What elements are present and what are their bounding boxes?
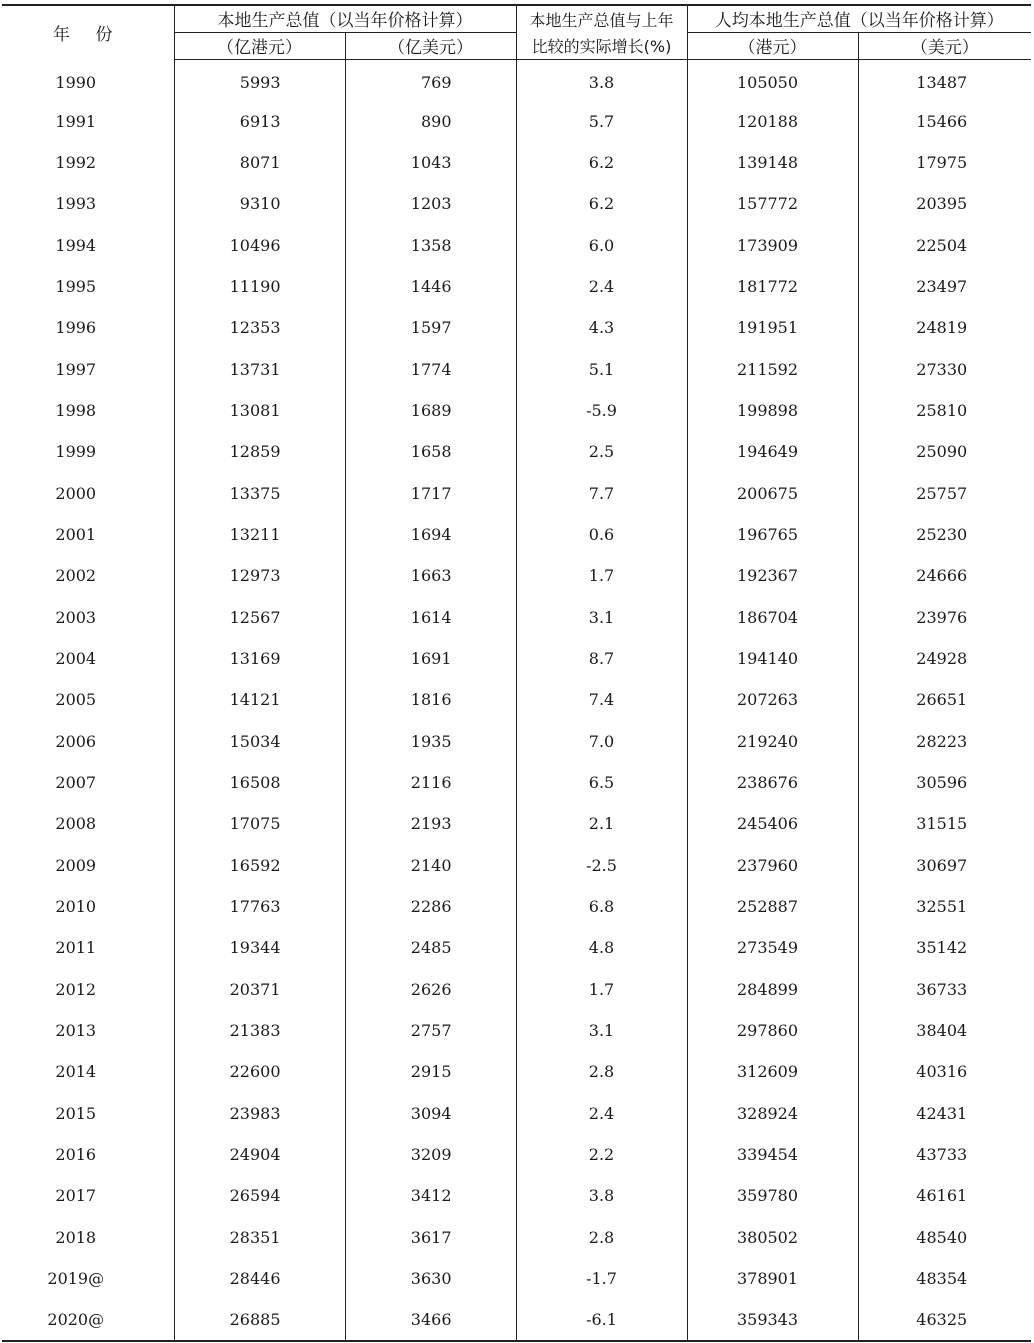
gdp-hkd-cell: 12859	[174, 431, 345, 472]
per-capita-hkd-cell: 120188	[687, 100, 858, 141]
table-row	[2, 142, 1031, 183]
gdp-usd-cell: 2626	[345, 969, 516, 1010]
gdp-usd-cell: 1597	[345, 307, 516, 348]
table-row	[2, 927, 1031, 968]
per-capita-usd-cell: 13487	[916, 73, 968, 93]
gdp-hkd-unit-header: （亿港元）	[174, 32, 345, 59]
gdp-hkd-cell: 6913	[174, 100, 345, 141]
table-row	[2, 1134, 1031, 1175]
table-row	[2, 472, 1031, 513]
growth-rate-cell: 6.2	[516, 142, 687, 183]
gdp-hkd-cell: 12973	[174, 555, 345, 596]
per-capita-usd-cell: 32551	[916, 897, 968, 917]
gdp-hkd-cell: 13375	[174, 472, 345, 513]
growth-rate-cell: 3.1	[516, 596, 687, 637]
year-cell: 1996	[2, 307, 174, 348]
per-capita-usd-cell: 36733	[916, 979, 968, 999]
per-capita-usd-cell: 46161	[916, 1186, 968, 1206]
gdp-hkd-cell: 16508	[174, 762, 345, 803]
per-capita-hkd-cell: 173909	[687, 224, 858, 265]
growth-rate-cell: -1.7	[516, 1258, 687, 1299]
gdp-usd-cell: 1717	[345, 472, 516, 513]
table-row	[2, 224, 1031, 265]
per-capita-usd-cell: 35142	[916, 938, 968, 958]
table-header	[2, 5, 1031, 59]
table-row	[2, 431, 1031, 472]
table-row	[2, 1051, 1031, 1092]
growth-rate-cell: 1.7	[516, 555, 687, 596]
per-capita-hkd-cell: 194140	[687, 638, 858, 679]
growth-rate-cell: 4.8	[516, 927, 687, 968]
per-capita-hkd-cell: 359343	[687, 1299, 858, 1340]
gdp-hkd-cell: 22600	[174, 1051, 345, 1092]
growth-rate-cell: 6.0	[516, 224, 687, 265]
growth-rate-cell: 2.8	[516, 1217, 687, 1258]
year-cell: 1997	[2, 348, 174, 389]
per-capita-usd-cell: 31515	[916, 814, 968, 834]
gdp-usd-cell: 1203	[345, 183, 516, 224]
table-row	[2, 390, 1031, 431]
table-row	[2, 596, 1031, 637]
gdp-hkd-cell: 28351	[174, 1217, 345, 1258]
gdp-hkd-cell: 23983	[174, 1093, 345, 1134]
table-row	[2, 59, 1031, 100]
per-capita-usd-cell: 15466	[916, 111, 968, 131]
table-body	[2, 59, 1031, 1341]
per-capita-hkd-cell: 196765	[687, 514, 858, 555]
per-capita-group-header: 人均本地生产总值（以当年价格计算）	[687, 5, 1031, 32]
gdp-usd-cell: 1935	[345, 721, 516, 762]
gdp-usd-cell: 3466	[345, 1299, 516, 1340]
gdp-hkd-cell: 19344	[174, 927, 345, 968]
gdp-usd-cell: 1816	[345, 679, 516, 720]
per-capita-hkd-cell: 157772	[687, 183, 858, 224]
per-capita-hkd-cell: 181772	[687, 266, 858, 307]
table-row	[2, 762, 1031, 803]
per-capita-hkd-cell: 192367	[687, 555, 858, 596]
year-cell: 1994	[2, 224, 174, 265]
table-row	[2, 1175, 1031, 1216]
table-row	[2, 845, 1031, 886]
per-capita-hkd-cell: 199898	[687, 390, 858, 431]
growth-rate-cell: 2.1	[516, 803, 687, 844]
gdp-usd-cell: 890	[345, 100, 516, 141]
growth-rate-cell: 5.7	[516, 100, 687, 141]
gdp-hkd-cell: 8071	[174, 142, 345, 183]
growth-rate-cell: -5.9	[516, 390, 687, 431]
per-capita-hkd-cell: 312609	[687, 1051, 858, 1092]
year-cell: 2013	[2, 1010, 174, 1051]
year-cell: 1991	[2, 100, 174, 141]
year-cell: 2001	[2, 514, 174, 555]
per-capita-usd-cell: 23976	[916, 607, 968, 627]
gdp-hkd-cell: 26594	[174, 1175, 345, 1216]
table-row	[2, 1010, 1031, 1051]
per-capita-usd-cell: 23497	[916, 276, 968, 296]
per-capita-usd-cell: 30697	[916, 855, 968, 875]
per-capita-hkd-cell: 186704	[687, 596, 858, 637]
gdp-hkd-cell: 12353	[174, 307, 345, 348]
growth-rate-cell: 2.5	[516, 431, 687, 472]
year-cell: 1993	[2, 183, 174, 224]
gdp-usd-cell: 1663	[345, 555, 516, 596]
per-capita-hkd-cell: 194649	[687, 431, 858, 472]
per-capita-usd-cell: 48540	[916, 1227, 968, 1247]
growth-rate-cell: 2.4	[516, 266, 687, 307]
gdp-usd-cell: 3094	[345, 1093, 516, 1134]
table-row	[2, 266, 1031, 307]
gdp-usd-cell: 3209	[345, 1134, 516, 1175]
growth-rate-cell: -6.1	[516, 1299, 687, 1340]
per-capita-hkd-cell: 245406	[687, 803, 858, 844]
year-cell: 2002	[2, 555, 174, 596]
growth-rate-cell: 2.8	[516, 1051, 687, 1092]
per-capita-hkd-cell: 284899	[687, 969, 858, 1010]
gdp-hkd-cell: 12567	[174, 596, 345, 637]
per-capita-hkd-cell: 380502	[687, 1217, 858, 1258]
growth-rate-cell: 0.6	[516, 514, 687, 555]
gdp-hkd-cell: 20371	[174, 969, 345, 1010]
per-capita-hkd-cell: 378901	[687, 1258, 858, 1299]
gdp-usd-cell: 2286	[345, 886, 516, 927]
year-cell: 2009	[2, 845, 174, 886]
per-capita-usd-cell: 25090	[916, 442, 968, 462]
year-cell: 2019@	[2, 1258, 174, 1299]
per-capita-hkd-cell: 191951	[687, 307, 858, 348]
gdp-hkd-cell: 13731	[174, 348, 345, 389]
per-capita-usd-cell: 48354	[916, 1269, 968, 1289]
table-row	[2, 969, 1031, 1010]
table-row	[2, 886, 1031, 927]
gdp-usd-cell: 3617	[345, 1217, 516, 1258]
gdp-hkd-cell: 11190	[174, 266, 345, 307]
gdp-usd-cell: 2140	[345, 845, 516, 886]
year-cell: 2012	[2, 969, 174, 1010]
per-capita-usd-cell: 30596	[916, 773, 968, 793]
growth-header-line1: 本地生产总值与上年	[516, 5, 687, 32]
gdp-usd-cell: 1614	[345, 596, 516, 637]
growth-rate-cell: 3.8	[516, 1175, 687, 1216]
table-row	[2, 1258, 1031, 1299]
year-cell: 2008	[2, 803, 174, 844]
per-capita-usd-unit-header: （美元）	[858, 32, 1031, 59]
growth-rate-cell: 8.7	[516, 638, 687, 679]
per-capita-hkd-cell: 238676	[687, 762, 858, 803]
table-row	[2, 100, 1031, 141]
year-cell: 2010	[2, 886, 174, 927]
gdp-hkd-cell: 5993	[174, 59, 345, 100]
table-row	[2, 1299, 1031, 1340]
per-capita-usd-cell: 40316	[916, 1062, 968, 1082]
year-cell: 1998	[2, 390, 174, 431]
growth-rate-cell: 1.7	[516, 969, 687, 1010]
gdp-usd-cell: 1694	[345, 514, 516, 555]
gdp-hkd-cell: 21383	[174, 1010, 345, 1051]
per-capita-hkd-cell: 237960	[687, 845, 858, 886]
year-cell: 2015	[2, 1093, 174, 1134]
growth-rate-cell: 3.8	[516, 59, 687, 100]
per-capita-usd-cell: 25230	[916, 524, 968, 544]
gdp-hkd-cell: 9310	[174, 183, 345, 224]
gdp-usd-cell: 1446	[345, 266, 516, 307]
growth-rate-cell: 7.0	[516, 721, 687, 762]
gdp-usd-cell: 2915	[345, 1051, 516, 1092]
table-row	[2, 307, 1031, 348]
per-capita-usd-cell: 22504	[916, 235, 968, 255]
per-capita-hkd-cell: 211592	[687, 348, 858, 389]
per-capita-usd-cell: 27330	[916, 359, 968, 379]
year-cell: 2014	[2, 1051, 174, 1092]
table-row	[2, 514, 1031, 555]
year-cell: 1990	[2, 59, 174, 100]
gdp-usd-cell: 1658	[345, 431, 516, 472]
table-row	[2, 555, 1031, 596]
growth-rate-cell: 6.8	[516, 886, 687, 927]
per-capita-usd-cell: 17975	[916, 152, 968, 172]
gdp-hkd-cell: 24904	[174, 1134, 345, 1175]
per-capita-usd-cell: 38404	[916, 1021, 968, 1041]
gdp-usd-unit-header: （亿美元）	[345, 32, 516, 59]
gdp-hkd-cell: 16592	[174, 845, 345, 886]
table-row	[2, 1093, 1031, 1134]
per-capita-usd-cell: 25810	[916, 400, 968, 420]
gdp-hkd-cell: 13081	[174, 390, 345, 431]
table-row	[2, 803, 1031, 844]
per-capita-usd-cell: 28223	[916, 731, 968, 751]
gdp-hkd-cell: 26885	[174, 1299, 345, 1340]
gdp-hkd-cell: 15034	[174, 721, 345, 762]
gdp-usd-cell: 2193	[345, 803, 516, 844]
gdp-hkd-cell: 28446	[174, 1258, 345, 1299]
growth-rate-cell: 7.4	[516, 679, 687, 720]
per-capita-usd-cell: 20395	[916, 194, 968, 214]
year-cell: 2017	[2, 1175, 174, 1216]
growth-rate-cell: 4.3	[516, 307, 687, 348]
growth-header-line2: 比较的实际增长(%)	[516, 32, 687, 59]
growth-rate-cell: 6.2	[516, 183, 687, 224]
growth-rate-cell: -2.5	[516, 845, 687, 886]
gdp-usd-cell: 1043	[345, 142, 516, 183]
year-cell: 2004	[2, 638, 174, 679]
per-capita-usd-cell: 24928	[916, 648, 968, 668]
gdp-usd-cell: 2757	[345, 1010, 516, 1051]
per-capita-hkd-unit-header: （港元）	[687, 32, 858, 59]
year-cell: 2007	[2, 762, 174, 803]
gdp-usd-cell: 2116	[345, 762, 516, 803]
year-cell: 2006	[2, 721, 174, 762]
year-cell: 2018	[2, 1217, 174, 1258]
per-capita-usd-cell: 43733	[916, 1145, 968, 1165]
year-cell: 2000	[2, 472, 174, 513]
per-capita-usd-cell: 24666	[916, 566, 968, 586]
table-row	[2, 183, 1031, 224]
per-capita-hkd-cell: 297860	[687, 1010, 858, 1051]
per-capita-usd-cell: 46325	[858, 1299, 1031, 1340]
gdp-usd-cell: 1691	[345, 638, 516, 679]
year-cell: 2020@	[2, 1299, 174, 1340]
per-capita-hkd-cell: 273549	[687, 927, 858, 968]
gdp-usd-cell: 1689	[345, 390, 516, 431]
gdp-usd-cell: 1774	[345, 348, 516, 389]
growth-rate-cell: 5.1	[516, 348, 687, 389]
gdp-hkd-cell: 13211	[174, 514, 345, 555]
gdp-hkd-cell: 17763	[174, 886, 345, 927]
per-capita-hkd-cell: 200675	[687, 472, 858, 513]
growth-rate-cell: 2.4	[516, 1093, 687, 1134]
per-capita-usd-cell: 42431	[916, 1103, 968, 1123]
year-cell: 2016	[2, 1134, 174, 1175]
gdp-hkd-cell: 10496	[174, 224, 345, 265]
year-cell: 2011	[2, 927, 174, 968]
gdp-group-header: 本地生产总值（以当年价格计算）	[174, 5, 516, 32]
per-capita-usd-cell: 24819	[916, 318, 968, 338]
gdp-usd-cell: 769	[345, 59, 516, 100]
table-row	[2, 348, 1031, 389]
year-cell: 1995	[2, 266, 174, 307]
gdp-hkd-cell: 13169	[174, 638, 345, 679]
table-row	[2, 638, 1031, 679]
growth-rate-cell: 2.2	[516, 1134, 687, 1175]
per-capita-hkd-cell: 219240	[687, 721, 858, 762]
table-row	[2, 679, 1031, 720]
gdp-hkd-cell: 17075	[174, 803, 345, 844]
gdp-hkd-cell: 14121	[174, 679, 345, 720]
year-cell: 2003	[2, 596, 174, 637]
year-cell: 2005	[2, 679, 174, 720]
year-cell: 1992	[2, 142, 174, 183]
gdp-usd-cell: 1358	[345, 224, 516, 265]
per-capita-hkd-cell: 339454	[687, 1134, 858, 1175]
gdp-usd-cell: 3630	[345, 1258, 516, 1299]
per-capita-usd-cell: 25757	[916, 483, 968, 503]
gdp-usd-cell: 3412	[345, 1175, 516, 1216]
per-capita-hkd-cell: 139148	[687, 142, 858, 183]
year-column-header: 年 份	[2, 5, 174, 59]
gdp-statistics-table	[2, 4, 1031, 1342]
per-capita-hkd-cell: 359780	[687, 1175, 858, 1216]
table-row	[2, 1217, 1031, 1258]
growth-rate-cell: 7.7	[516, 472, 687, 513]
gdp-usd-cell: 2485	[345, 927, 516, 968]
growth-rate-cell: 6.5	[516, 762, 687, 803]
per-capita-hkd-cell: 328924	[687, 1093, 858, 1134]
per-capita-usd-cell: 26651	[916, 690, 968, 710]
per-capita-hkd-cell: 105050	[687, 59, 858, 100]
growth-rate-cell: 3.1	[516, 1010, 687, 1051]
per-capita-hkd-cell: 252887	[687, 886, 858, 927]
table-row	[2, 721, 1031, 762]
per-capita-hkd-cell: 207263	[687, 679, 858, 720]
year-cell: 1999	[2, 431, 174, 472]
